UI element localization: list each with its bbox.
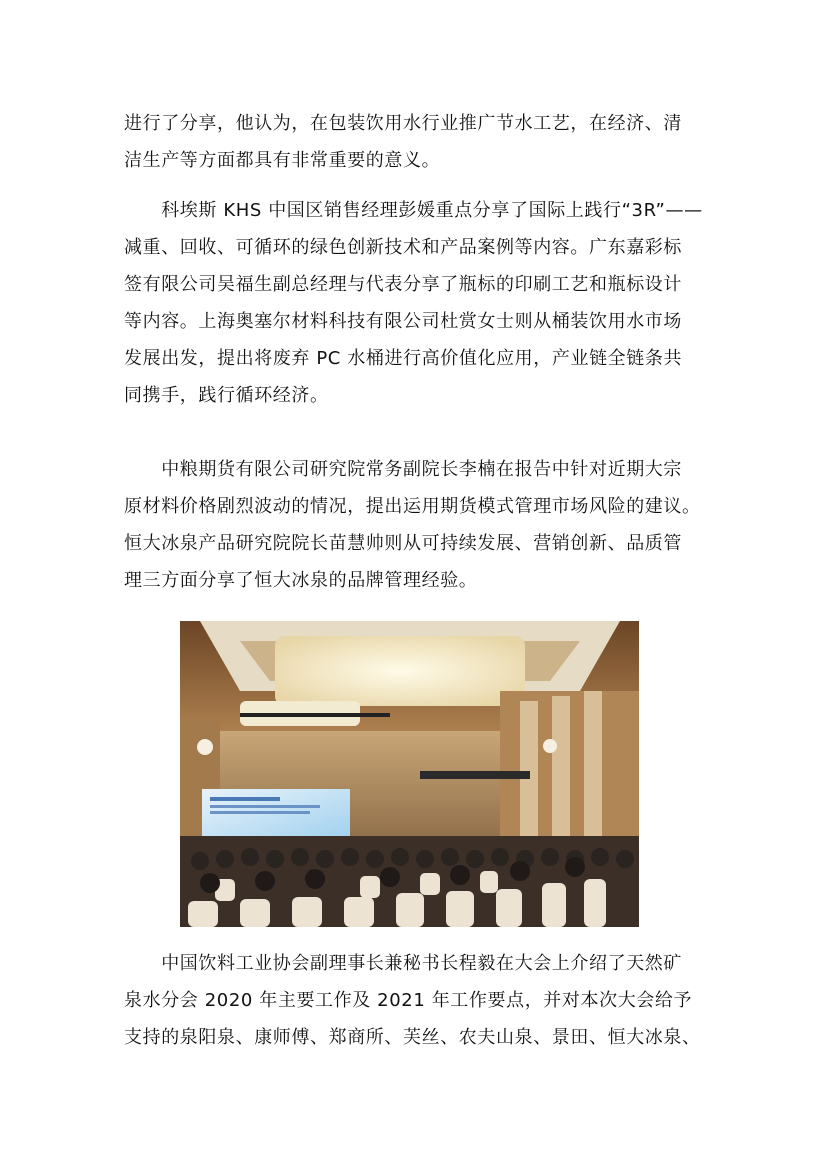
paragraph-line: 原材料价格剧烈波动的情况，提出运用期货模式管理市场风险的建议。 <box>124 496 701 517</box>
paragraph-line: 泉水分会 2020 年主要工作及 2021 年工作要点，并对本次大会给予 <box>124 990 693 1011</box>
paragraph-line: 同携手，践行循环经济。 <box>124 385 329 406</box>
paragraph-line: 进行了分享，他认为，在包装饮用水行业推广节水工艺，在经济、清 <box>124 113 682 134</box>
paragraph-1 <box>124 105 699 179</box>
paragraph-line: 发展出发，提出将废弃 PC 水桶进行高价值化应用，产业链全链条共 <box>124 348 683 369</box>
paragraph-3 <box>124 451 699 599</box>
paragraph-line: 理三方面分享了恒大冰泉的品牌管理经验。 <box>124 570 478 591</box>
paragraph-4 <box>124 945 699 1056</box>
paragraph-line: 签有限公司吴福生副总经理与代表分享了瓶标的印刷工艺和瓶标设计 <box>124 274 682 295</box>
paragraph-line: 等内容。上海奥塞尔材料科技有限公司杜赏女士则从桶装饮用水市场 <box>124 311 682 332</box>
paragraph-line: 洁生产等方面都具有非常重要的意义。 <box>124 150 441 171</box>
paragraph-2 <box>124 192 703 414</box>
paragraph-line: 中粮期货有限公司研究院常务副院长李楠在报告中针对近期大宗 <box>124 459 682 480</box>
paragraph-line: 恒大冰泉产品研究院院长苗慧帅则从可持续发展、营销创新、品质管 <box>124 533 682 554</box>
paragraph-line: 中国饮料工业协会副理事长兼秘书长程毅在大会上介绍了天然矿 <box>124 953 682 974</box>
paragraph-line: 科埃斯 KHS 中国区销售经理彭媛重点分享了国际上践行“3R”—— <box>124 200 703 221</box>
paragraph-line: 减重、回收、可循环的绿色创新技术和产品案例等内容。广东嘉彩标 <box>124 237 682 258</box>
conference-hall-photo <box>180 621 639 927</box>
paragraph-line: 支持的泉阳泉、康师傅、郑商所、芙丝、农夫山泉、景田、恒大冰泉、 <box>124 1027 701 1048</box>
